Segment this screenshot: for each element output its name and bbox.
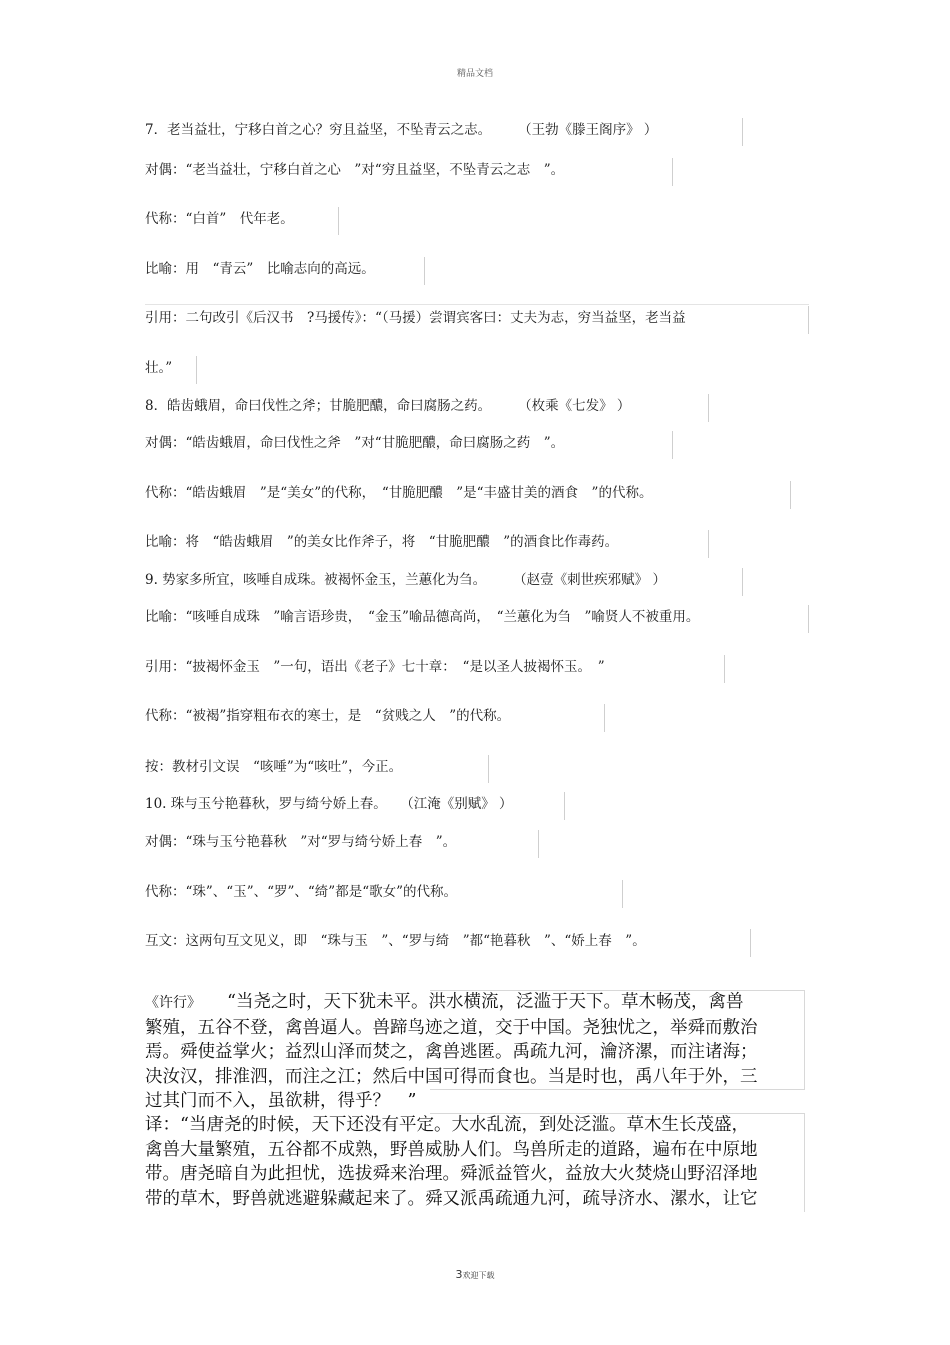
annotation-line (145, 308, 809, 328)
frame-edge (808, 605, 809, 633)
frame-edge (338, 207, 339, 235)
passage-line-1 (145, 990, 785, 1016)
page-number: 3 (455, 1268, 463, 1281)
annotation-text: 代称：“白首” 代年老。 (145, 211, 294, 227)
annotation-line (145, 160, 673, 180)
annotation-text: 7．老当益壮，宁移白首之心？穷且益坚，不坠青云之志。 （王勃《滕王阁序》 ） (145, 122, 658, 138)
passage-line-5: 过其门而不入，虽欲耕，得乎？ ” (145, 1091, 417, 1111)
frame-edge (790, 481, 791, 509)
frame-edge (750, 929, 751, 957)
annotation-line (145, 832, 539, 852)
annotation-line (145, 794, 565, 814)
annotation-line (145, 209, 339, 229)
passage-line-3: 焉。舜使益掌火；益烈山泽而焚之，禽兽逃匿。禹疏九河，瀹济漯，而注诸海； (145, 1042, 758, 1062)
annotation-line (145, 433, 673, 453)
frame-edge (708, 394, 709, 422)
annotation-text: 10. 珠与玉兮艳暮秋，罗与绮兮娇上春。 （江淹《别赋》 ） (145, 796, 513, 812)
annotation-line (145, 483, 791, 503)
annotation-text: 代称：“被褐”指穿粗布衣的寒士，是 “贫贱之人 ”的代称。 (145, 708, 511, 724)
annotation-line (145, 706, 605, 726)
frame-edge (622, 880, 623, 908)
translation-line-4: 带的草木，野兽就逃避躲藏起来了。舜又派禹疏通九河，疏导济水、漯水，让它 (145, 1188, 758, 1209)
annotation-text: 9. 势家多所宜，咳唾自成珠。被褐怀金玉，兰蕙化为刍。 （赵壹《刺世疾邪赋》 ） (145, 572, 666, 588)
original-passage (145, 990, 785, 1114)
translation-line-3: 带。唐尧暗自为此担忧，选拔舜来治理。舜派益管火，益放大火焚烧山野沼泽地 (145, 1164, 758, 1184)
annotation-line (145, 570, 743, 590)
annotation-line (145, 607, 809, 627)
frame-edge (488, 755, 489, 783)
annotation-text: 代称：“皓齿蛾眉 ”是“美女”的代称， “甘脆肥醲 ”是“丰盛甘美的酒食 ”的代称。 (145, 485, 653, 501)
page-header: 精品文档 (456, 69, 493, 79)
annotation-line (145, 757, 489, 777)
annotation-text: 引用：“披褐怀金玉 ”一句，语出《老子》七十章： “是以圣人披褐怀玉。 ” (145, 659, 605, 675)
annotation-text: 比喻：将 “皓齿蛾眉 ”的美女比作斧子，将 “甘脆肥醲 ”的酒食比作毒药。 (145, 534, 619, 550)
frame-edge (604, 704, 605, 732)
footer-note: 欢迎下载 (462, 1271, 495, 1280)
frame-edge (564, 792, 565, 820)
annotation-line (145, 657, 725, 677)
passage-text: “当尧之时，天下犹未平。洪水横流，泛滥于天下。草木畅茂，禽兽 (227, 992, 744, 1012)
annotation-line (145, 532, 709, 552)
translation-passage (145, 1113, 785, 1211)
frame-edge (672, 431, 673, 459)
annotation-line (145, 396, 709, 416)
annotation-line (145, 931, 751, 951)
frame-edge (708, 530, 709, 558)
frame-edge (742, 118, 743, 146)
annotation-text: 代称：“珠”、“玉”、“罗”、“绮”都是“歌女”的代称。 (145, 884, 458, 900)
annotation-text: 比喻：“咳唾自成珠 ”喻言语珍贵， “金玉”喻品德高尚， “兰蕙化为刍 ”喻贤人不被重用。 (145, 609, 700, 625)
translation-line-2: 禽兽大量繁殖，五谷都不成熟，野兽威胁人们。鸟兽所走的道路，遍布在中原地 (145, 1139, 758, 1160)
frame-edge (424, 257, 425, 285)
frame-edge (724, 655, 725, 683)
annotation-text: 对偶：“老当益壮，宁移白首之心 ”对“穷且益坚，不坠青云之志 ”。 (145, 162, 565, 178)
annotation-text: 对偶：“皓齿蛾眉，命曰伐性之斧 ”对“甘脆肥醲，命曰腐肠之药 ”。 (145, 435, 565, 451)
frame-top-edge (145, 304, 809, 305)
frame-edge (196, 356, 197, 384)
passage-line-4: 决汝汉，排淮泗，而注之江；然后中国可得而食也。当是时也，禹八年于外，三 (145, 1066, 758, 1087)
frame-edge (808, 306, 809, 334)
annotation-text: 8．皓齿蛾眉，命曰伐性之斧；甘脆肥醲，命曰腐肠之药。 （枚乘《七发》 ） (145, 398, 631, 414)
annotation-line (145, 358, 197, 378)
frame-edge (538, 830, 539, 858)
annotation-text: 对偶：“珠与玉兮艳暮秋 ”对“罗与绮兮娇上春 ”。 (145, 834, 457, 850)
annotation-text: 比喻：用 “青云” 比喻志向的高远。 (145, 261, 375, 277)
annotation-text: 按：教材引文误 “咳唾”为“咳吐”，今正。 (145, 759, 403, 775)
annotation-line (145, 259, 425, 279)
annotation-line (145, 120, 743, 140)
page-footer (0, 1263, 950, 1282)
frame-edge (742, 568, 743, 596)
annotation-text: 壮。” (145, 360, 173, 376)
frame-edge (672, 158, 673, 186)
passage-line-2: 繁殖，五谷不登，禽兽逼人。兽蹄鸟迹之道，交于中国。尧独忧之，举舜而敷治 (145, 1017, 758, 1038)
passage-source: 《许行》 (145, 995, 201, 1011)
annotation-text: 互文：这两句互文见义，即 “珠与玉 ”、“罗与绮 ”都“艳暮秋 ”、“娇上春 ”。 (145, 933, 646, 949)
translation-line-1: 译：“当唐尧的时候，天下还没有平定。大水乱流，到处泛滥。草木生长茂盛， (145, 1115, 749, 1135)
annotation-text: 引用：二句改引《后汉书 ?马援传》：“（马援）尝谓宾客曰：丈夫为志，穷当益坚，老当益 (145, 310, 686, 326)
annotation-line (145, 882, 623, 902)
